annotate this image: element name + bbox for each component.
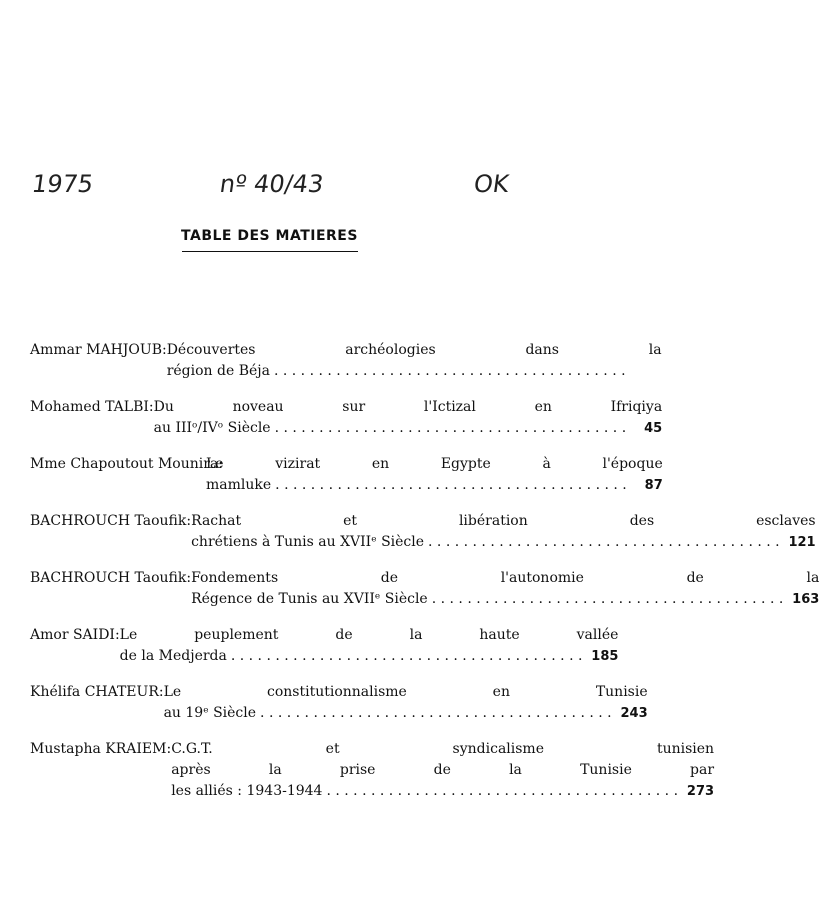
entry-title-line: Fondements de l'autonomie de la [191,570,819,586]
entry-title-line: C.G.T. et syndicalisme tunisien [171,741,715,757]
toc-entry [30,739,715,802]
leader-dots [231,646,583,667]
entry-title-line: chrétiens à Tunis au XVIIᵉ Siècle [191,534,425,550]
entry-title [191,568,819,610]
entry-title-line: les alliés : 1943-1944 [171,783,323,799]
entry-title-line: de la Medjerda [119,648,227,664]
handwritten-year: 1975 [30,170,96,198]
entry-author: Mohamed TALBI [30,399,149,415]
toc-entry [30,454,663,496]
toc-entry [30,682,648,724]
entry-author: Mustapha KRAIEM [30,741,167,757]
entry-title [167,340,662,382]
leader-dots [428,532,780,553]
toc-entry [30,568,819,610]
entry-separator: : [158,684,164,700]
entry-author: Ammar MAHJOUB [30,342,162,358]
entry-title-line: Rachat et libération des esclaves [191,513,816,529]
leader-dots [432,589,784,610]
entry-title-line: au IIIᵒ/IVᵒ Siècle [153,420,271,436]
entry-separator: : [186,570,192,586]
entry-separator: : [161,342,167,358]
leader-dots [260,703,612,724]
leader-dots [275,418,627,439]
entry-separator: : [166,741,172,757]
page-number: 185 [591,649,619,664]
page-title: TABLE DES MATIERES [181,228,358,244]
entry-title [120,625,619,667]
toc-entry [30,397,663,439]
page-number: 87 [644,478,663,493]
entry-title-line: après la prise de la Tunisie par [171,762,715,778]
page-number: 121 [788,535,816,550]
entry-author: Khélifa CHATEUR [30,684,159,700]
entry-title [206,454,663,496]
entry-separator: : [186,513,192,529]
leader-dots [326,781,678,802]
page-number: 45 [644,421,663,436]
toc-entry [30,511,816,553]
entry-title-line: Du noveau sur l'Ictizal en Ifriqiya [153,399,663,415]
entry-title-line: Le peuplement de la haute vallée [119,627,619,643]
entry-title-line: Découvertes archéologies dans la [166,342,662,358]
entry-title [164,682,648,724]
entry-author: Mme Chapoutout Mounira: [30,456,224,472]
leader-dots [274,361,626,382]
table-of-contents [30,340,819,817]
entry-title [191,511,816,553]
entry-title-line: Le vizirat en Egypte à l'époque [206,456,663,472]
entry-author: BACHROUCH Taoufik [30,570,187,586]
page-number: 273 [686,784,715,799]
entry-author: Amor SAIDI [30,627,115,643]
entry-title-line: mamluke [206,477,272,493]
entry-title-line: Régence de Tunis au XVIIᵉ Siècle [191,591,428,607]
entry-title-line: Le constitutionnalisme en Tunisie [163,684,648,700]
handwritten-issue-number: nº 40/43 [218,170,326,198]
toc-entry [30,625,619,667]
entry-title-line: au 19ᵉ Siècle [163,705,257,721]
title-block [0,225,539,252]
entry-title-line: région de Béja [166,363,270,379]
entry-separator: : [114,627,120,643]
page-number: 163 [792,592,819,607]
entry-title [154,397,663,439]
toc-entry [30,340,662,382]
entry-author: BACHROUCH Taoufik [30,513,187,529]
page-number: 243 [620,706,648,721]
leader-dots [275,475,627,496]
entry-separator: : [148,399,154,415]
title-underline [182,251,358,252]
handwritten-ok-mark: OK [472,170,511,198]
entry-title [171,739,714,802]
